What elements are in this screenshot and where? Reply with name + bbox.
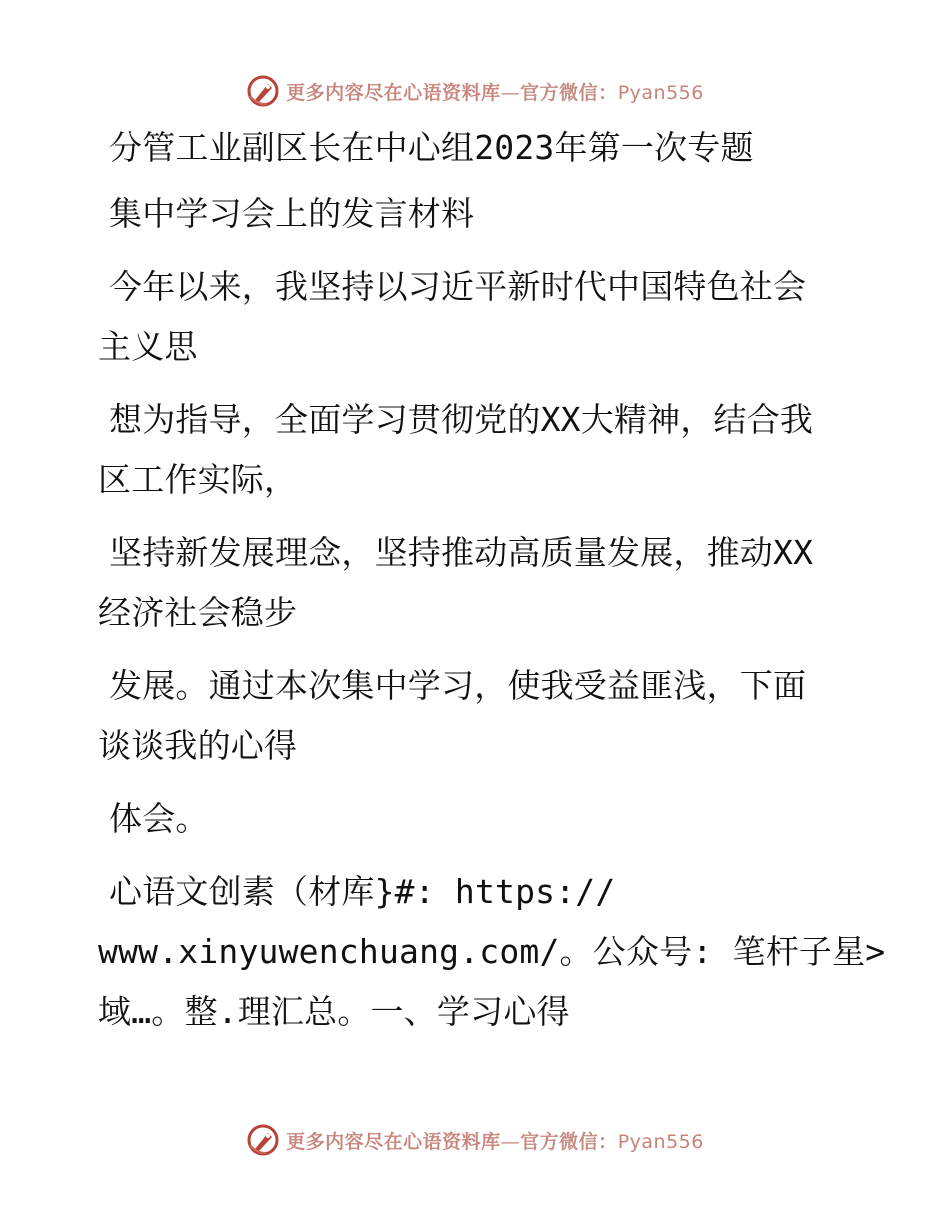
header-banner-official-label: 官方微信： — [520, 81, 618, 104]
paragraph-3-line-1: 坚持新发展理念，坚持推动高质量发展，推动XX — [109, 533, 814, 572]
footer-banner-text — [286, 1127, 704, 1154]
footer-banner-title: 更多内容尽在心语资料库 — [286, 1130, 501, 1153]
paragraph-6-line-3: 域…。整.理汇总。一、学习心得 — [98, 992, 570, 1031]
paragraph-1-line-1: 今年以来，我坚持以习近平新时代中国特色社会 — [109, 267, 807, 306]
paragraph-2-line-2: 区工作实际， — [98, 460, 298, 499]
header-banner — [0, 71, 950, 111]
paragraph-3-line-2: 经济社会稳步 — [98, 593, 298, 632]
footer-banner-wechat-id: Pyan556 — [617, 1130, 704, 1153]
pen-nib-logo-icon — [246, 1123, 280, 1157]
footer-banner-inner — [246, 1123, 704, 1157]
paragraph-6-line-2: www.xinyuwenchuang.com/。公众号: 笔杆子星> — [98, 932, 886, 971]
document-title-line-1: 分管工业副区长在中心组2023年第一次专题 — [109, 128, 754, 167]
paragraph-2-line-1: 想为指导，全面学习贯彻党的XX大精神，结合我 — [109, 400, 814, 439]
footer-banner-official-label: 官方微信： — [520, 1130, 618, 1153]
header-banner-title: 更多内容尽在心语资料库 — [286, 81, 501, 104]
pen-nib-logo-icon — [246, 74, 280, 108]
header-banner-text — [286, 78, 704, 105]
paragraph-1-line-2: 主义思 — [98, 327, 198, 366]
footer-banner — [0, 1120, 950, 1160]
footer-banner-dash: — — [500, 1130, 521, 1153]
paragraph-4-line-1: 发展。通过本次集中学习，使我受益匪浅，下面 — [109, 666, 807, 705]
header-banner-inner — [246, 74, 704, 108]
document-title-line-2: 集中学习会上的发言材料 — [109, 194, 475, 233]
paragraph-6-line-1: 心语文创素（材库}#: https:// — [109, 872, 616, 911]
paragraph-5-line-1: 体会。 — [109, 799, 209, 838]
header-banner-wechat-id: Pyan556 — [617, 81, 704, 104]
document-body — [98, 118, 886, 1042]
paragraph-4-line-2: 谈谈我的心得 — [98, 726, 298, 765]
header-banner-dash: — — [500, 81, 521, 104]
